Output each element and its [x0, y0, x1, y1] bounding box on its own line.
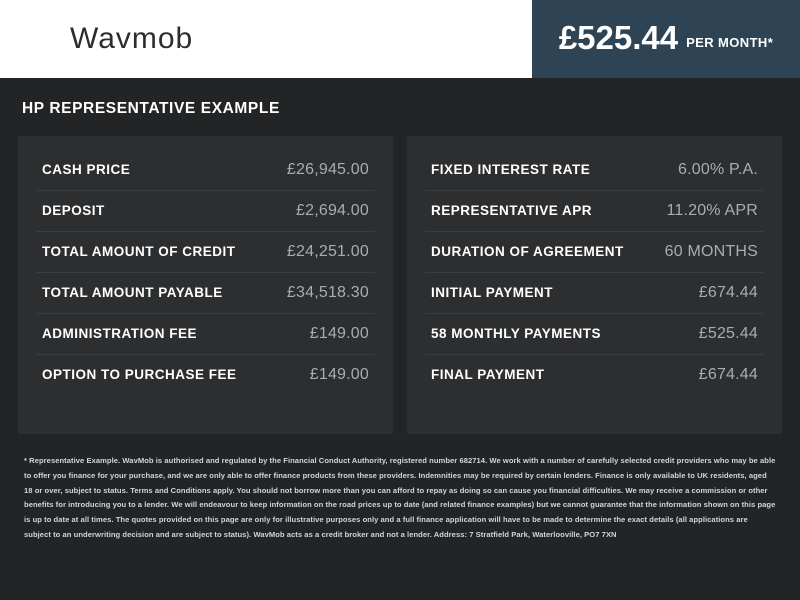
row-value: 60 MONTHS	[664, 243, 758, 260]
table-row	[36, 314, 375, 355]
page-header	[0, 0, 800, 78]
right-details-panel	[407, 136, 782, 434]
table-row	[36, 150, 375, 191]
row-label: FINAL PAYMENT	[431, 367, 545, 382]
row-value: £149.00	[309, 366, 369, 383]
row-label: TOTAL AMOUNT OF CREDIT	[42, 244, 236, 259]
row-value: £34,518.30	[286, 284, 369, 301]
brand	[0, 0, 532, 78]
row-label: INITIAL PAYMENT	[431, 285, 554, 300]
row-label: FIXED INTEREST RATE	[431, 162, 591, 177]
row-value: £674.44	[698, 284, 758, 301]
row-label: DURATION OF AGREEMENT	[431, 244, 624, 259]
monthly-price-amount: £525.44	[558, 19, 679, 56]
table-row	[36, 273, 375, 314]
row-value: £674.44	[698, 366, 758, 383]
brand-name: Wavmob	[70, 22, 194, 55]
row-label: TOTAL AMOUNT PAYABLE	[42, 285, 223, 300]
row-label: REPRESENTATIVE APR	[431, 203, 593, 218]
row-value: 11.20% APR	[666, 202, 758, 219]
disclaimer-text: * Representative Example. WavMob is authorised and regulated by the Financial Conduct Authority, registered number 682714. We work with a number of carefully selected credit providers who may be able to offer you finance for your purchase, and we are only able to offer finance products from these providers. Indemnities may be required by certain lenders. Finance is only available to UK residents, aged 18 or over, subject to status. Terms and Conditions apply. You should not borrow more than you can afford to repay as doing so can cause you financial difficulties. We may receive a commission or other benefits for introducing you to a lender. We will endeavour to keep information on the road prices up to date (and related finance examples) but we cannot guarantee that the information shown on this page is up to date at all times. The quotes provided on this page are only for illustrative purposes only and a full finance application will have to be made to determine the exact details (all applications are subject to an underwriting decision and are subject to status). WavMob acts as a credit broker and not a lender. Address: 7 Stratfield Park, Waterlooville, PO7 7XN	[24, 456, 776, 539]
row-value: £525.44	[698, 325, 758, 342]
table-row	[425, 314, 764, 355]
row-label: OPTION TO PURCHASE FEE	[42, 367, 237, 382]
row-label: ADMINISTRATION FEE	[42, 326, 197, 341]
row-value: £2,694.00	[296, 202, 369, 219]
table-row	[425, 232, 764, 273]
row-value: £149.00	[309, 325, 369, 342]
table-row	[425, 191, 764, 232]
table-row	[425, 273, 764, 314]
monthly-price-period: PER MONTH*	[686, 35, 774, 50]
table-row	[36, 355, 375, 395]
table-row	[36, 191, 375, 232]
row-value: 6.00% P.A.	[678, 161, 758, 178]
page-body	[0, 78, 800, 600]
row-label: DEPOSIT	[42, 203, 105, 218]
row-value: £26,945.00	[286, 161, 369, 178]
row-label: CASH PRICE	[42, 162, 131, 177]
table-row	[36, 232, 375, 273]
panels-container	[18, 136, 782, 434]
table-row	[425, 355, 764, 395]
page-title: HP REPRESENTATIVE EXAMPLE	[22, 100, 280, 117]
monthly-price-box	[532, 0, 800, 78]
table-row	[425, 150, 764, 191]
row-value: £24,251.00	[286, 243, 369, 260]
row-label: 58 MONTHLY PAYMENTS	[431, 326, 602, 341]
left-details-panel	[18, 136, 393, 434]
